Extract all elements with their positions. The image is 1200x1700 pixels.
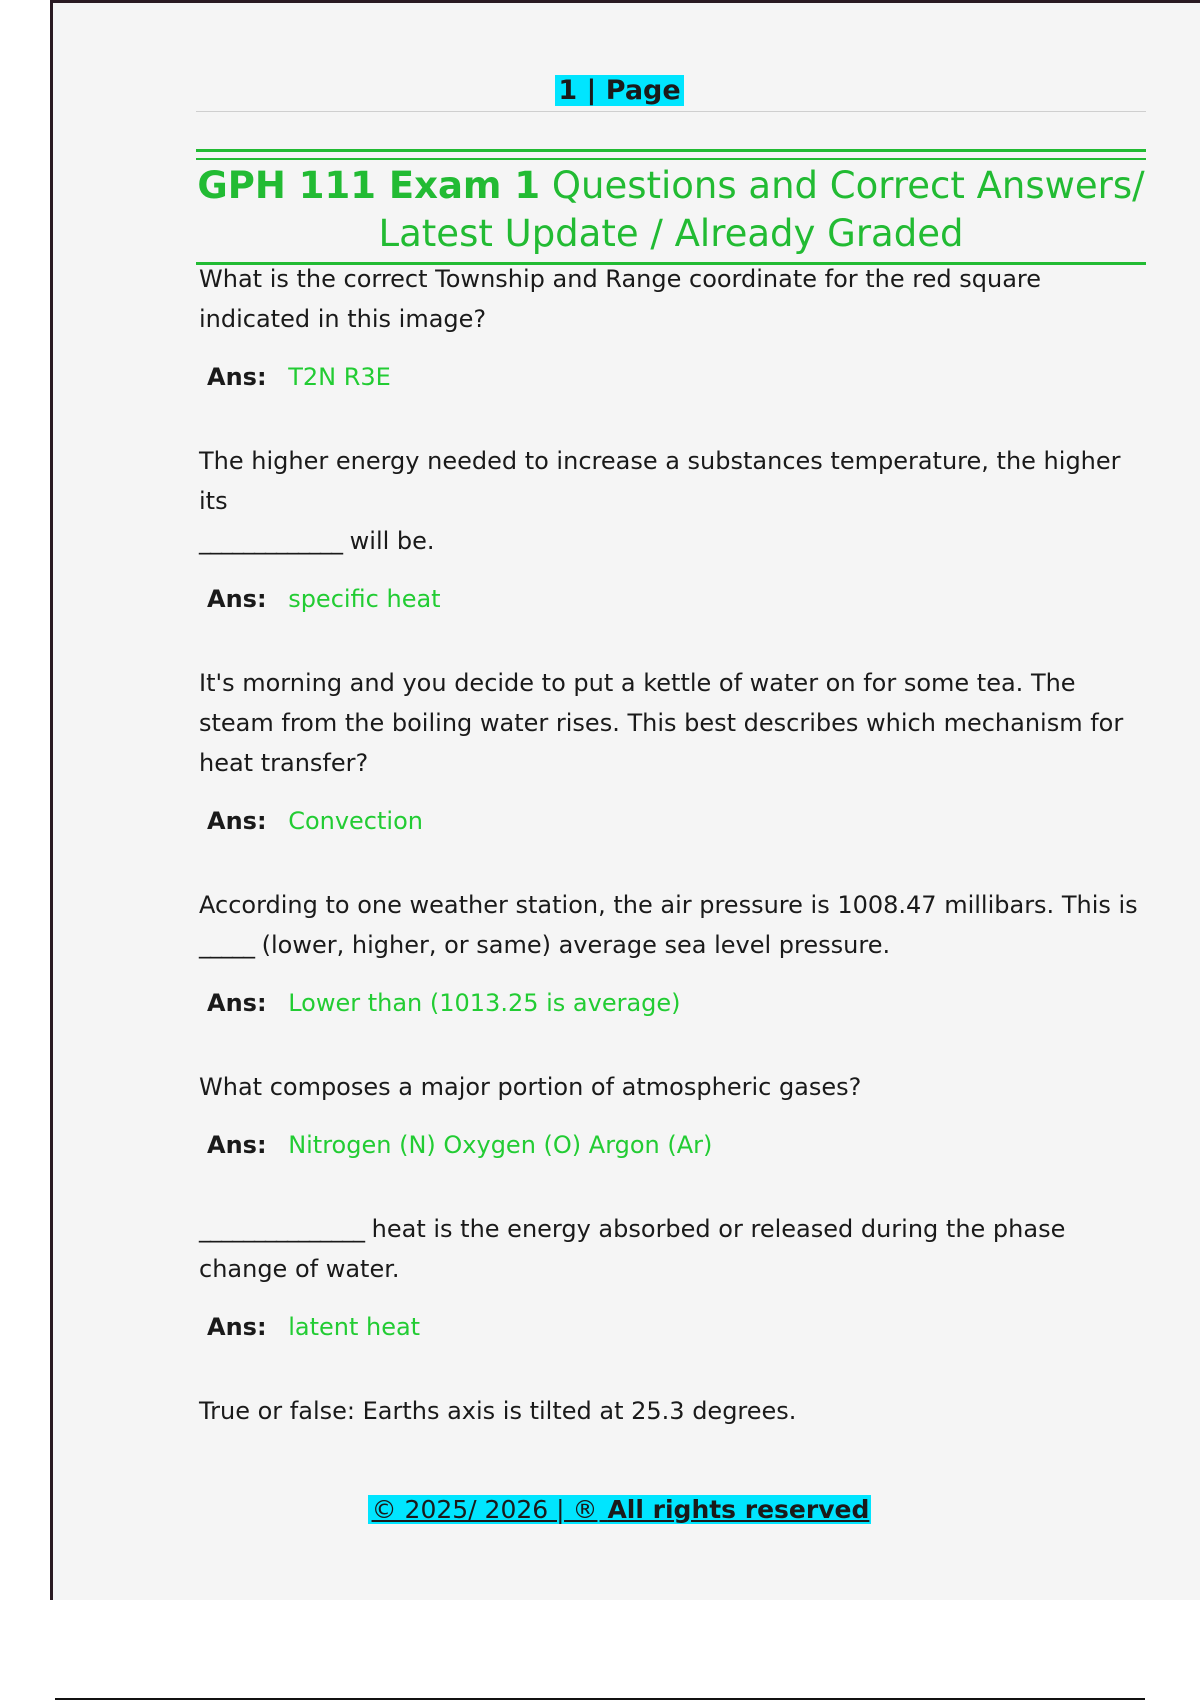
title-subtitle: Questions and Correct Answers/ — [551, 164, 1145, 207]
question-text — [199, 1209, 1147, 1289]
question-text: True or false: Earths axis is tilted at 25.3 degrees. — [199, 1397, 797, 1425]
question-item — [199, 663, 1147, 841]
fill-in-blank: _______________ — [199, 1215, 364, 1243]
question-item — [199, 1209, 1147, 1347]
question-item — [199, 1391, 1147, 1431]
question-item — [199, 885, 1147, 1023]
answer-row — [207, 1307, 1147, 1347]
question-text: What is the correct Township and Range coordinate for the red square indicated in this image? — [199, 265, 1042, 333]
answer-row — [207, 357, 1147, 397]
question-text-post: (lower, higher, or same) average sea level pressure. — [261, 931, 891, 959]
answer-text: specific heat — [288, 585, 441, 613]
answer-label: Ans: — [207, 1131, 267, 1159]
answer-text: Convection — [288, 807, 423, 835]
copyright-prefix: © 2025/ 2026 | ® — [371, 1495, 598, 1524]
answer-label: Ans: — [207, 989, 267, 1017]
question-item — [199, 259, 1147, 397]
page-number-text: 1 | Page — [555, 75, 683, 106]
header-divider — [196, 111, 1146, 112]
answer-row — [207, 983, 1147, 1023]
title-course: GPH 111 Exam 1 — [197, 164, 541, 207]
question-text-post: will be. — [349, 527, 435, 555]
fill-in-blank: _____________ — [199, 527, 342, 555]
title-line-1 — [196, 162, 1146, 210]
answer-text: latent heat — [288, 1313, 421, 1341]
question-text-pre: The higher energy needed to increase a substances temperature, the higher its — [199, 447, 1121, 515]
document-page — [50, 0, 1200, 1600]
answer-row — [207, 801, 1147, 841]
answer-row — [207, 579, 1147, 619]
fill-in-blank: _____ — [199, 931, 254, 959]
answer-label: Ans: — [207, 807, 267, 835]
document-title — [196, 149, 1146, 265]
answer-text: Lower than (1013.25 is average) — [288, 989, 681, 1017]
question-text-pre: According to one weather station, the air pressure is 1008.47 millibars. This is — [199, 891, 1138, 919]
question-text — [199, 441, 1147, 561]
answer-label: Ans: — [207, 363, 267, 391]
question-list — [199, 259, 1147, 1475]
page-number-label — [53, 75, 1186, 106]
question-item — [199, 1067, 1147, 1165]
answer-text: Nitrogen (N) Oxygen (O) Argon (Ar) — [288, 1131, 713, 1159]
answer-text: T2N R3E — [288, 363, 391, 391]
question-text-post: heat is the energy absorbed or released during the phase change of water. — [199, 1215, 1066, 1283]
answer-label: Ans: — [207, 585, 267, 613]
question-text: It's morning and you decide to put a kettle of water on for some tea. The steam from the boiling water rises. This best describes which mechanism for heat transfer? — [199, 669, 1124, 777]
copyright-footer — [53, 1495, 1186, 1524]
question-text — [199, 885, 1147, 965]
title-line-2: Latest Update / Already Graded — [378, 212, 964, 255]
question-item — [199, 441, 1147, 619]
answer-row — [207, 1125, 1147, 1165]
copyright-text — [368, 1495, 872, 1524]
answer-label: Ans: — [207, 1313, 267, 1341]
copyright-rights: All rights reserved — [607, 1495, 870, 1524]
question-text: What composes a major portion of atmospheric gases? — [199, 1073, 862, 1101]
